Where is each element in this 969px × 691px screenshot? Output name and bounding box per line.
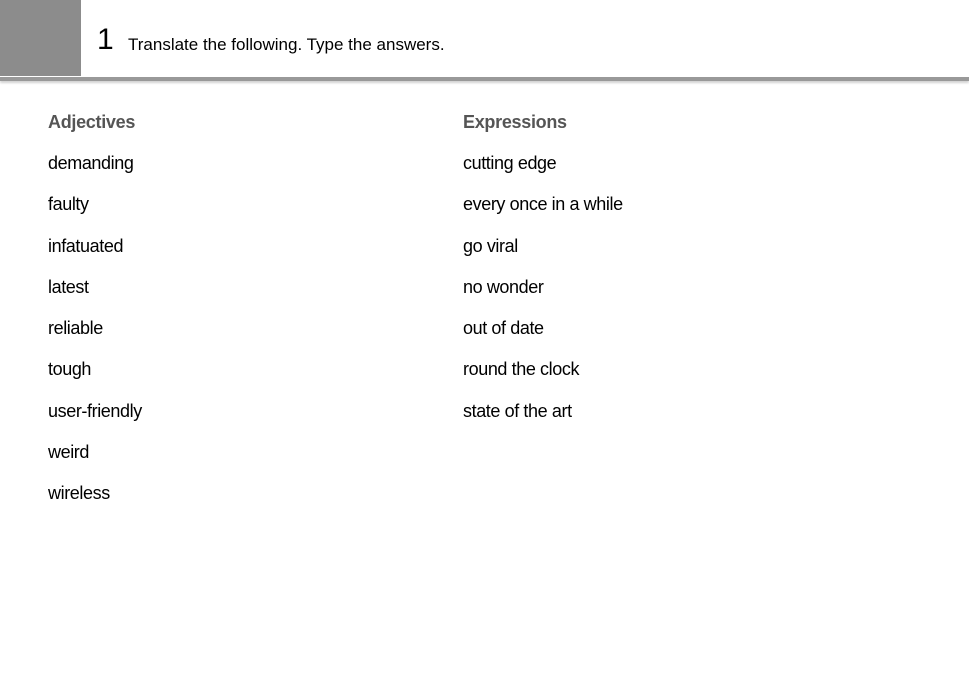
adjective-item: latest (48, 276, 89, 297)
exercise-number: 1 (97, 23, 114, 56)
adjectives-column (48, 108, 142, 521)
expressions-heading: Expressions (463, 112, 567, 132)
adjective-item: demanding (48, 153, 134, 173)
exercise-instruction: Translate the following. Type the answers. (128, 35, 445, 54)
expression-item: no wonder (463, 276, 544, 297)
expression-item: round the clock (463, 359, 580, 380)
adjectives-list (48, 149, 142, 507)
adjective-item: faulty (48, 194, 89, 215)
adjectives-heading: Adjectives (48, 112, 136, 132)
adjective-item: infatuated (48, 235, 124, 256)
adjective-item: weird (48, 442, 90, 463)
exercise-header (0, 0, 969, 80)
expression-item: out of date (463, 318, 544, 339)
header-divider (0, 77, 969, 81)
expression-item: go viral (463, 235, 518, 256)
adjective-item: tough (48, 359, 92, 380)
expression-item: state of the art (463, 400, 572, 421)
adjective-item: user-friendly (48, 400, 142, 421)
expression-item: cutting edge (463, 153, 557, 173)
header-corner-block (0, 0, 81, 76)
adjective-item: wireless (48, 483, 110, 504)
adjective-item: reliable (48, 318, 103, 339)
expression-item: every once in a while (463, 194, 623, 215)
expressions-column (463, 108, 623, 438)
expressions-list (463, 149, 623, 425)
